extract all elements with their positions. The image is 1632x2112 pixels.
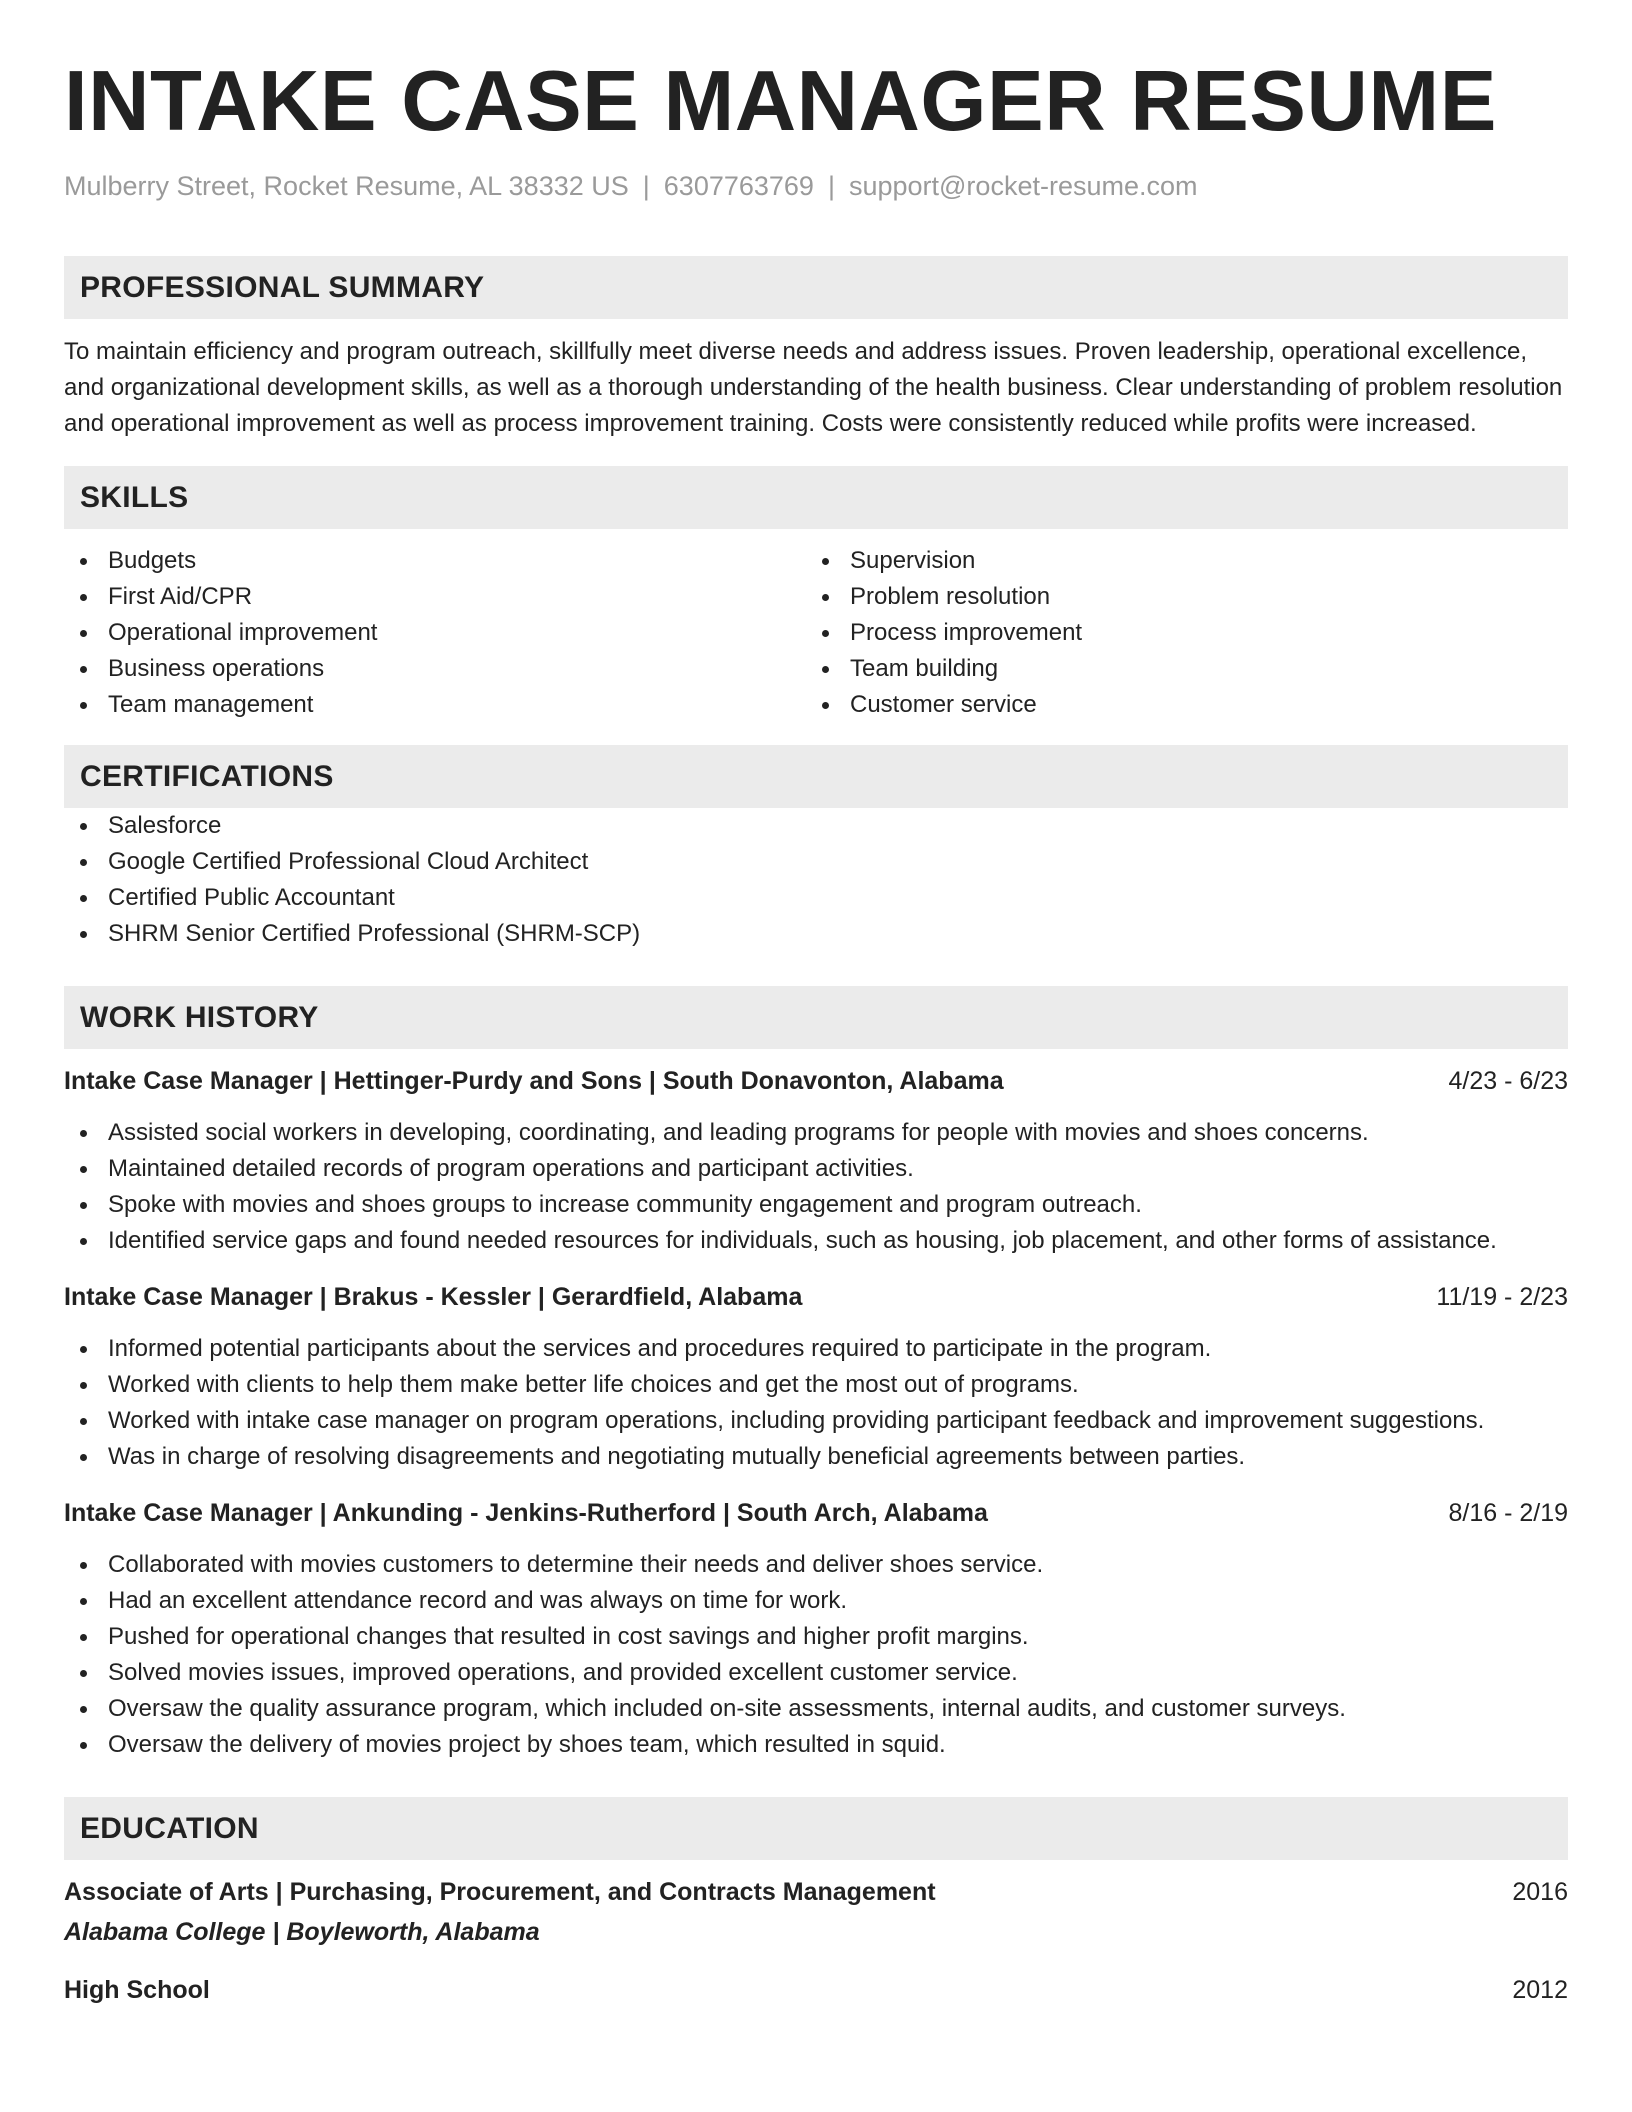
skill-item: Customer service — [806, 687, 1548, 723]
contact-line — [64, 168, 1568, 204]
job-duties — [64, 1331, 1568, 1475]
job-duty: Spoke with movies and shoes groups to increase community engagement and program outreach. — [64, 1187, 1568, 1223]
certification-item: Certified Public Accountant — [64, 880, 1568, 916]
job-dates: 11/19 - 2/23 — [1436, 1283, 1568, 1311]
summary-text: To maintain efficiency and program outreach, skillfully meet diverse needs and address issues. Proven leadership, operational excellence, and organizational development skills, as well as a thorough understanding of the health business. Clear understanding of problem resolution and operational improvement as well as process improvement training. Costs were consistently reduced while profits were increased. — [64, 338, 1563, 437]
certification-item: Salesforce — [64, 808, 1568, 844]
job-entry — [64, 1495, 1568, 1763]
education-entry — [64, 1874, 1568, 1950]
job-header — [64, 1279, 1568, 1315]
skill-item: Problem resolution — [806, 579, 1548, 615]
certification-item: SHRM Senior Certified Professional (SHRM-SCP) — [64, 916, 1568, 952]
skill-item: Team building — [806, 651, 1548, 687]
job-entry — [64, 1279, 1568, 1475]
education-degree: Associate of Arts | Purchasing, Procurement, and Contracts Management — [64, 1878, 936, 1906]
skills-list — [64, 543, 1568, 723]
skill-item: Operational improvement — [64, 615, 806, 651]
job-duty: Worked with clients to help them make better life choices and get the most out of programs. — [64, 1367, 1568, 1403]
skill-item: Team management — [64, 687, 806, 723]
job-duty: Was in charge of resolving disagreements and negotiating mutually beneficial agreements between parties. — [64, 1439, 1568, 1475]
skill-item: Supervision — [806, 543, 1548, 579]
job-dates: 8/16 - 2/19 — [1448, 1499, 1568, 1527]
resume-content — [64, 52, 1568, 2008]
job-duty: Had an excellent attendance record and was always on time for work. — [64, 1583, 1568, 1619]
skill-item: Business operations — [64, 651, 806, 687]
job-title: Intake Case Manager | Brakus - Kessler | Gerardfield, Alabama — [64, 1283, 803, 1311]
job-duty: Informed potential participants about the services and procedures required to participate in the program. — [64, 1331, 1568, 1367]
skill-item: First Aid/CPR — [64, 579, 806, 615]
job-duty: Assisted social workers in developing, coordinating, and leading programs for people with movies and shoes concerns. — [64, 1115, 1568, 1151]
job-duty: Pushed for operational changes that resulted in cost savings and higher profit margins. — [64, 1619, 1568, 1655]
education-header — [64, 1972, 1568, 2008]
job-header — [64, 1495, 1568, 1531]
contact-email[interactable]: support@rocket-resume.com — [848, 171, 1198, 201]
skills-column-left — [64, 543, 806, 723]
section-heading-summary: PROFESSIONAL SUMMARY — [64, 256, 1568, 319]
contact-address: Mulberry Street, Rocket Resume, AL 38332 US — [64, 171, 629, 201]
contact-separator: | — [827, 171, 835, 201]
section-heading-skills: SKILLS — [64, 466, 1568, 529]
certifications-list — [64, 808, 1568, 952]
education-year: 2016 — [1512, 1878, 1568, 1906]
skills-column-right — [806, 543, 1548, 723]
job-header — [64, 1063, 1568, 1099]
job-duty: Collaborated with movies customers to determine their needs and deliver shoes service. — [64, 1547, 1568, 1583]
education-degree: High School — [64, 1976, 210, 2004]
job-duties — [64, 1115, 1568, 1259]
job-duty: Oversaw the quality assurance program, which included on-site assessments, internal audits, and customer surveys. — [64, 1691, 1568, 1727]
contact-separator: | — [642, 171, 650, 201]
section-heading-education: EDUCATION — [64, 1797, 1568, 1860]
contact-phone: 6307763769 — [663, 171, 814, 201]
job-title: Intake Case Manager | Hettinger-Purdy and Sons | South Donavonton, Alabama — [64, 1067, 1004, 1095]
skill-item: Process improvement — [806, 615, 1548, 651]
education-header — [64, 1874, 1568, 1910]
resume-title: INTAKE CASE MANAGER RESUME — [64, 54, 1497, 149]
job-dates: 4/23 - 6/23 — [1448, 1067, 1568, 1095]
job-duty: Worked with intake case manager on program operations, including providing participant feedback and improvement suggestions. — [64, 1403, 1568, 1439]
job-duty: Identified service gaps and found needed resources for individuals, such as housing, job placement, and other forms of assistance. — [64, 1223, 1568, 1259]
certification-item: Google Certified Professional Cloud Architect — [64, 844, 1568, 880]
job-duty: Maintained detailed records of program operations and participant activities. — [64, 1151, 1568, 1187]
job-entry — [64, 1063, 1568, 1259]
education-entry — [64, 1972, 1568, 2008]
education-year: 2012 — [1512, 1976, 1568, 2004]
education-school: Alabama College | Boyleworth, Alabama — [64, 1918, 540, 1946]
job-duty: Oversaw the delivery of movies project by shoes team, which resulted in squid. — [64, 1727, 1568, 1763]
job-title: Intake Case Manager | Ankunding - Jenkins-Rutherford | South Arch, Alabama — [64, 1499, 988, 1527]
skill-item: Budgets — [64, 543, 806, 579]
job-duties — [64, 1547, 1568, 1763]
section-heading-certifications: CERTIFICATIONS — [64, 745, 1568, 808]
section-heading-work-history: WORK HISTORY — [64, 986, 1568, 1049]
job-duty: Solved movies issues, improved operations, and provided excellent customer service. — [64, 1655, 1568, 1691]
